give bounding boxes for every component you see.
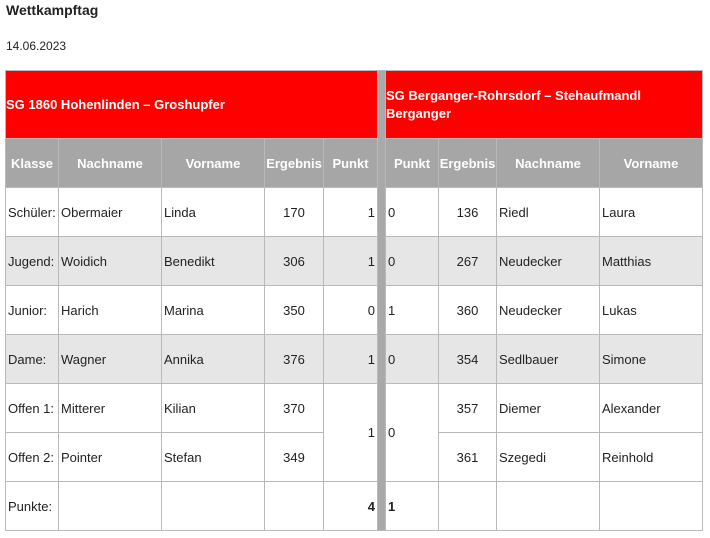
table-row — [6, 188, 703, 237]
results-table — [5, 70, 703, 531]
home-team-header: SG 1860 Hohenlinden – Groshupfer — [6, 71, 378, 139]
away-vorname-cell: Simone — [600, 335, 703, 384]
home-nachname-cell: Wagner — [59, 335, 162, 384]
col-header-away-nachname: Nachname — [497, 139, 600, 188]
away-nachname-cell: Sedlbauer — [497, 335, 600, 384]
away-nachname-cell: Neudecker — [497, 237, 600, 286]
away-ergebnis-cell: 136 — [439, 188, 497, 237]
klasse-cell: Offen 1: — [6, 384, 59, 433]
home-punkt-cell: 1 — [324, 237, 378, 286]
col-header-klasse: Klasse — [6, 139, 59, 188]
col-header-home-vorname: Vorname — [162, 139, 265, 188]
match-date: 14.06.2023 — [6, 39, 67, 53]
empty-cell — [162, 482, 265, 531]
away-nachname-cell: Diemer — [497, 384, 600, 433]
home-punkt-cell: 1 — [324, 335, 378, 384]
page-title: Wettkampftag — [6, 2, 99, 18]
col-header-away-vorname: Vorname — [600, 139, 703, 188]
empty-cell — [59, 482, 162, 531]
away-ergebnis-cell: 361 — [439, 433, 497, 482]
away-vorname-cell: Matthias — [600, 237, 703, 286]
home-punkt-cell: 0 — [324, 286, 378, 335]
away-nachname-cell: Neudecker — [497, 286, 600, 335]
col-header-away-punkt: Punkt — [386, 139, 439, 188]
home-ergebnis-cell: 349 — [265, 433, 324, 482]
klasse-cell: Dame: — [6, 335, 59, 384]
away-nachname-cell: Szegedi — [497, 433, 600, 482]
home-vorname-cell: Benedikt — [162, 237, 265, 286]
home-offen-punkt-cell: 1 — [324, 384, 378, 482]
home-nachname-cell: Pointer — [59, 433, 162, 482]
empty-cell — [600, 482, 703, 531]
col-header-home-nachname: Nachname — [59, 139, 162, 188]
home-ergebnis-cell: 306 — [265, 237, 324, 286]
away-vorname-cell: Reinhold — [600, 433, 703, 482]
away-vorname-cell: Laura — [600, 188, 703, 237]
home-vorname-cell: Kilian — [162, 384, 265, 433]
home-total-points: 4 — [324, 482, 378, 531]
home-vorname-cell: Linda — [162, 188, 265, 237]
table-row — [6, 384, 703, 433]
table-row — [6, 286, 703, 335]
away-nachname-cell: Riedl — [497, 188, 600, 237]
col-header-home-punkt: Punkt — [324, 139, 378, 188]
home-ergebnis-cell: 170 — [265, 188, 324, 237]
klasse-cell: Schüler: — [6, 188, 59, 237]
home-vorname-cell: Marina — [162, 286, 265, 335]
totals-row — [6, 482, 703, 531]
away-total-points: 1 — [386, 482, 439, 531]
home-ergebnis-cell: 376 — [265, 335, 324, 384]
away-vorname-cell: Alexander — [600, 384, 703, 433]
away-punkt-cell: 1 — [386, 286, 439, 335]
away-team-header: SG Berganger-Rohrsdorf – Stehaufmandl Berganger — [386, 71, 703, 139]
home-nachname-cell: Obermaier — [59, 188, 162, 237]
empty-cell — [265, 482, 324, 531]
table-row — [6, 237, 703, 286]
klasse-cell: Junior: — [6, 286, 59, 335]
home-vorname-cell: Annika — [162, 335, 265, 384]
home-nachname-cell: Harich — [59, 286, 162, 335]
team-divider — [378, 71, 386, 531]
away-punkt-cell: 0 — [386, 237, 439, 286]
away-ergebnis-cell: 360 — [439, 286, 497, 335]
totals-label: Punkte: — [6, 482, 59, 531]
empty-cell — [439, 482, 497, 531]
home-punkt-cell: 1 — [324, 188, 378, 237]
klasse-cell: Offen 2: — [6, 433, 59, 482]
home-ergebnis-cell: 350 — [265, 286, 324, 335]
away-ergebnis-cell: 357 — [439, 384, 497, 433]
table-row — [6, 335, 703, 384]
klasse-cell: Jugend: — [6, 237, 59, 286]
col-header-away-ergebnis: Ergebnis — [439, 139, 497, 188]
home-vorname-cell: Stefan — [162, 433, 265, 482]
home-nachname-cell: Woidich — [59, 237, 162, 286]
home-ergebnis-cell: 370 — [265, 384, 324, 433]
away-ergebnis-cell: 354 — [439, 335, 497, 384]
empty-cell — [497, 482, 600, 531]
away-punkt-cell: 0 — [386, 188, 439, 237]
col-header-home-ergebnis: Ergebnis — [265, 139, 324, 188]
away-offen-punkt-cell: 0 — [386, 384, 439, 482]
away-vorname-cell: Lukas — [600, 286, 703, 335]
away-punkt-cell: 0 — [386, 335, 439, 384]
home-nachname-cell: Mitterer — [59, 384, 162, 433]
away-ergebnis-cell: 267 — [439, 237, 497, 286]
